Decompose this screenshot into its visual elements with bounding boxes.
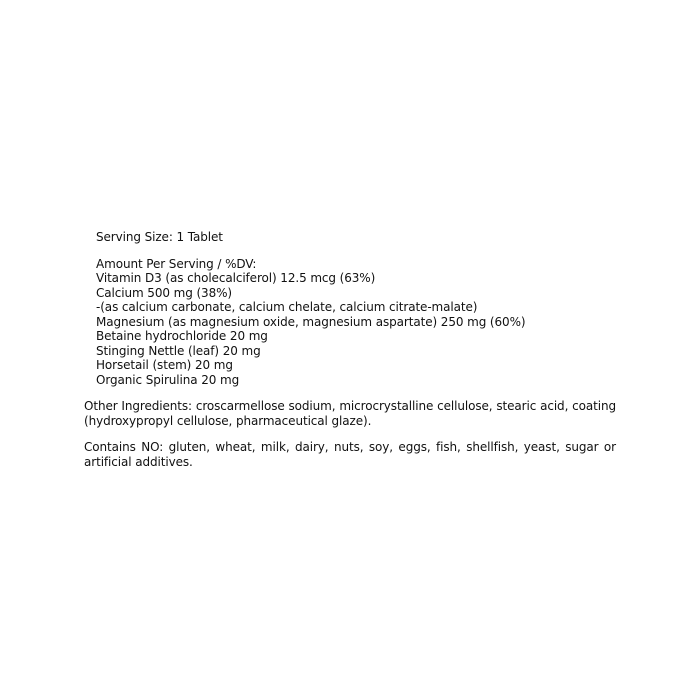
- fact-row-vitamin-d3: Vitamin D3 (as cholecalciferol) 12.5 mcg (63%): [96, 271, 376, 285]
- fact-row-magnesium: Magnesium (as magnesium oxide, magnesium aspartate) 250 mg (60%): [96, 314, 526, 329]
- fact-row-horsetail: Horsetail (stem) 20 mg: [96, 358, 233, 372]
- facts-section: [84, 257, 616, 388]
- supplement-facts-panel: [84, 230, 616, 469]
- serving-section: [84, 230, 616, 245]
- other-ingredients-text: Other Ingredients: croscarmellose sodium, microcrystalline cellulose, stearic acid, coating (hydroxypropyl cellulose, pharmaceutical glaze).: [84, 399, 616, 428]
- allergen-statement: Contains NO: gluten, wheat, milk, dairy, nuts, soy, eggs, fish, shellfish, yeast, sugar or artificial additives.: [84, 440, 616, 469]
- serving-size: Serving Size: 1 Tablet: [96, 230, 223, 244]
- fact-row-organic-spirulina: Organic Spirulina 20 mg: [96, 372, 240, 387]
- fact-row-betaine-hydrochloride: Betaine hydrochloride 20 mg: [96, 329, 268, 343]
- fact-row-calcium: Calcium 500 mg (38%): [96, 285, 232, 300]
- paragraph-spacer: [84, 428, 616, 440]
- amount-per-serving-header: Amount Per Serving / %DV:: [96, 256, 257, 271]
- fact-row-calcium-forms: -(as calcium carbonate, calcium chelate, calcium citrate-malate): [96, 300, 478, 314]
- fact-row-stinging-nettle: Stinging Nettle (leaf) 20 mg: [96, 343, 261, 358]
